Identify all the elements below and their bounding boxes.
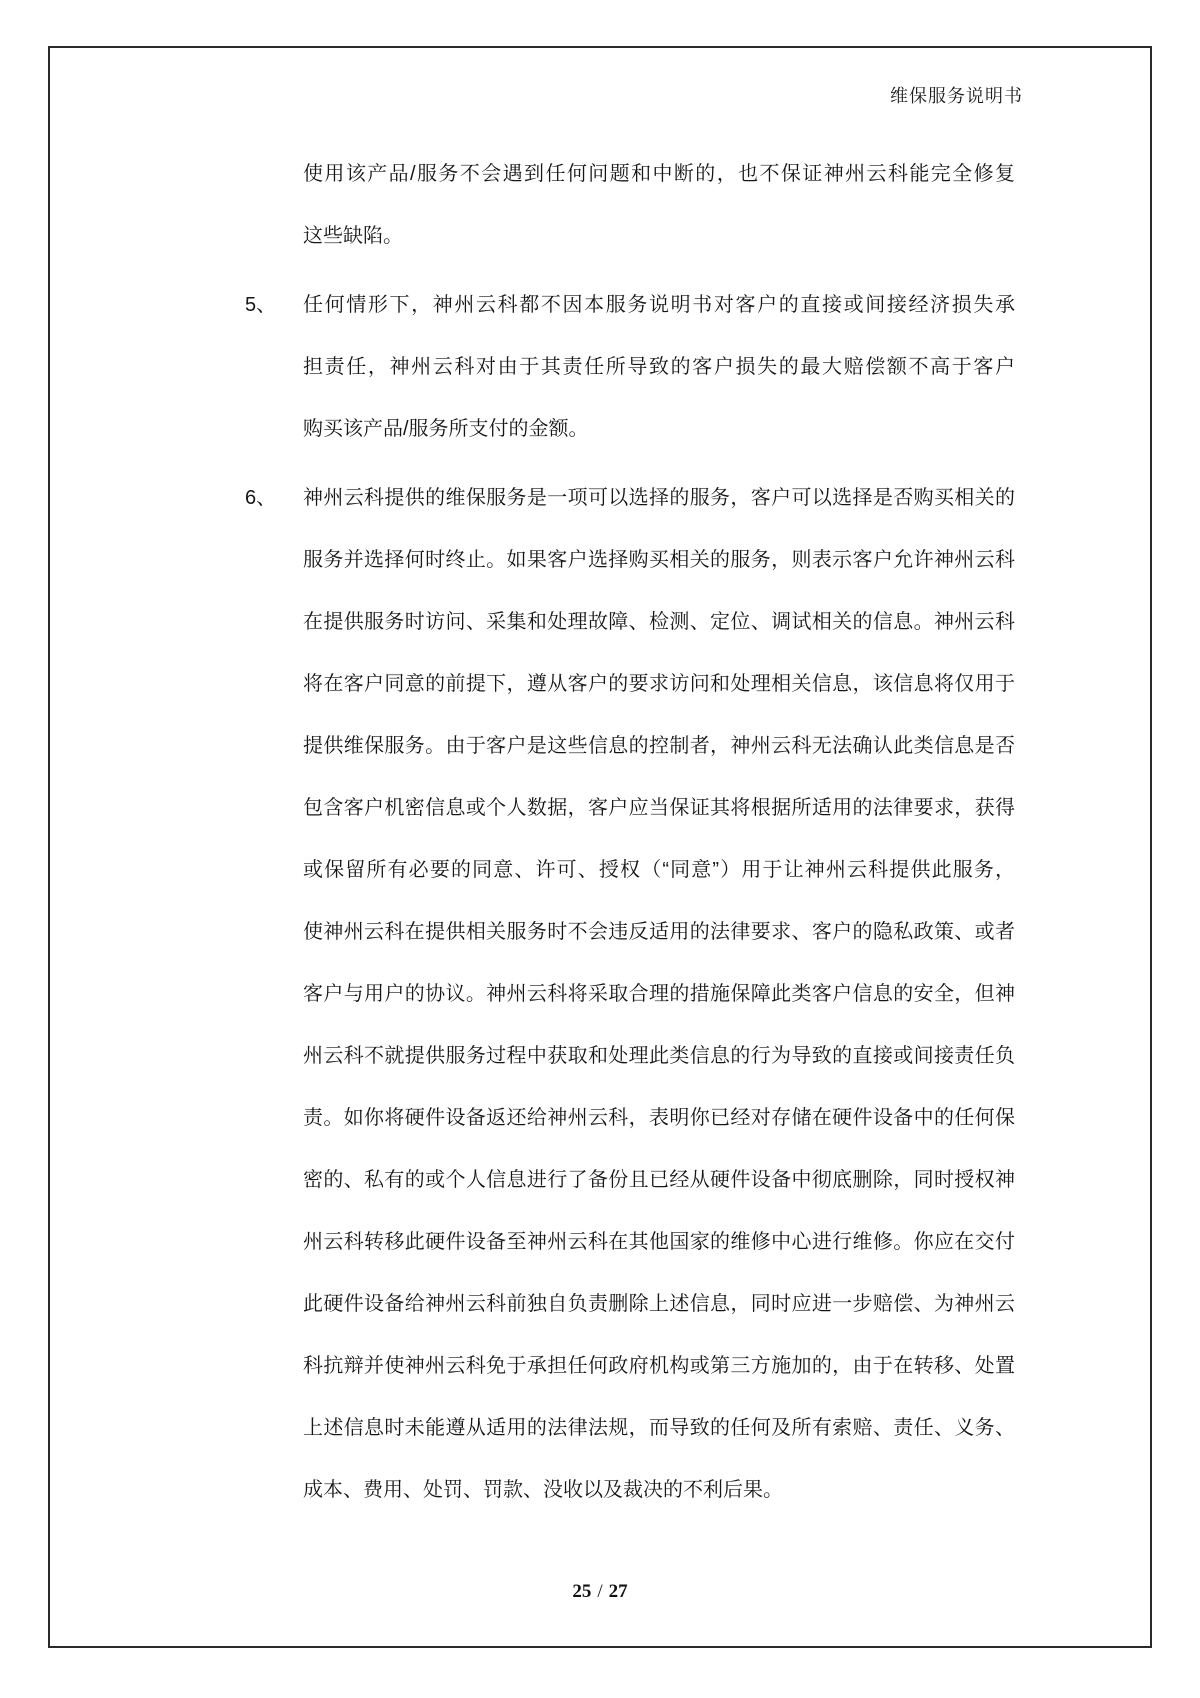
page-header-title: 维保服务说明书 <box>890 86 1023 106</box>
text-line: 包含客户机密信息或个人数据，客户应当保证其将根据所适用的法律要求，获得 <box>303 797 1015 819</box>
list-item-number: 6、 <box>245 487 277 509</box>
text-line: 在提供服务时访问、采集和处理故障、检测、定位、调试相关的信息。神州云科 <box>303 611 1015 633</box>
text-line: 购买该产品/服务所支付的金额。 <box>303 418 589 440</box>
page-number-total: 27 <box>608 1581 628 1602</box>
list-item <box>245 274 1015 460</box>
text-line: 密的、私有的或个人信息进行了备份且已经从硬件设备中彻底删除，同时授权神 <box>303 1169 1015 1191</box>
text-line: 提供维保服务。由于客户是这些信息的控制者，神州云科无法确认此类信息是否 <box>303 735 1015 757</box>
text-line: 服务并选择何时终止。如果客户选择购买相关的服务，则表示客户允许神州云科 <box>303 549 1015 571</box>
text-line: 州云科不就提供服务过程中获取和处理此类信息的行为导致的直接或间接责任负 <box>303 1045 1015 1067</box>
text-line: 成本、费用、处罚、罚款、没收以及裁决的不利后果。 <box>303 1479 783 1501</box>
text-line: 客户与用户的协议。神州云科将采取合理的措施保障此类客户信息的安全，但神 <box>303 983 1015 1005</box>
text-line: 使用该产品/服务不会遇到任何问题和中断的，也不保证神州云科能完全修复 <box>303 163 1015 185</box>
text-line: 州云科转移此硬件设备至神州云科在其他国家的维修中心进行维修。你应在交付 <box>303 1231 1015 1253</box>
page-number-separator: / <box>597 1581 603 1602</box>
list-item-number: 5、 <box>245 294 277 316</box>
text-line: 将在客户同意的前提下，遵从客户的要求访问和处理相关信息，该信息将仅用于 <box>303 673 1015 695</box>
page-footer <box>0 1581 1200 1603</box>
text-line: 这些缺陷。 <box>303 225 403 247</box>
text-line: 担责任，神州云科对由于其责任所导致的客户损失的最大赔偿额不高于客户 <box>303 356 1015 378</box>
page-number-current: 25 <box>572 1581 592 1602</box>
text-line: 神州云科提供的维保服务是一项可以选择的服务，客户可以选择是否购买相关的 <box>303 487 1015 509</box>
list-item-text <box>303 274 1015 460</box>
text-line: 责。如你将硬件设备返还给神州云科，表明你已经对存储在硬件设备中的任何保 <box>303 1107 1015 1129</box>
text-line: 使神州云科在提供相关服务时不会违反适用的法律要求、客户的隐私政策、或者 <box>303 921 1015 943</box>
list-item-text <box>303 467 1015 1521</box>
list-item-text <box>303 143 1015 267</box>
text-line: 此硬件设备给神州云科前独自负责删除上述信息，同时应进一步赔偿、为神州云 <box>303 1293 1015 1315</box>
text-line: 或保留所有必要的同意、许可、授权（“同意”）用于让神州云科提供此服务， <box>303 859 1015 881</box>
list-item <box>245 467 1015 1521</box>
text-line: 上述信息时未能遵从适用的法律法规，而导致的任何及所有索赔、责任、义务、 <box>303 1417 1015 1439</box>
list-item-number <box>245 143 303 205</box>
document-body <box>245 143 1015 1528</box>
text-line: 科抗辩并使神州云科免于承担任何政府机构或第三方施加的，由于在转移、处置 <box>303 1355 1015 1377</box>
list-item <box>245 143 1015 267</box>
text-line: 任何情形下，神州云科都不因本服务说明书对客户的直接或间接经济损失承 <box>303 294 1015 316</box>
